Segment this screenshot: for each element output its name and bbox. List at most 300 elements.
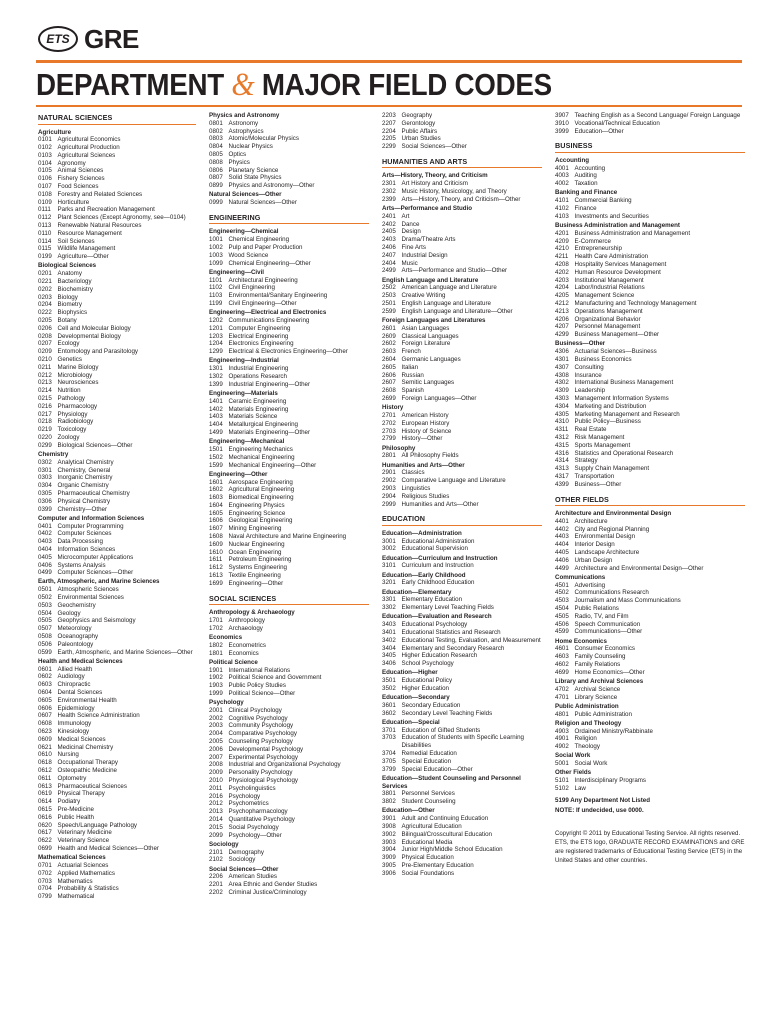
field-code: 1403 — [209, 413, 223, 421]
field-code: 4503 — [555, 597, 569, 605]
field-code-row — [555, 403, 745, 411]
field-code-row — [209, 348, 369, 356]
field-name: Management Science — [574, 292, 635, 300]
field-code-row — [38, 712, 196, 720]
subsection-heading: Business Administration and Management — [555, 222, 680, 230]
field-name: Mathematical — [57, 893, 95, 901]
field-code: 0699 — [38, 844, 52, 852]
field-code-row — [209, 572, 369, 580]
field-code: 0499 — [38, 569, 52, 577]
field-code-row — [38, 736, 196, 744]
field-name: Music History, Musicology, and Theory — [401, 188, 507, 196]
field-name: Allied Health — [57, 665, 93, 673]
field-code: 2203 — [382, 112, 396, 119]
field-name: Ocean Engineering — [228, 548, 282, 556]
field-code-row — [382, 435, 542, 443]
field-name: Community Psychology — [228, 722, 294, 730]
field-name: Operations Management — [574, 307, 643, 315]
subsection-heading: Earth, Atmospheric, and Marine Sciences — [38, 578, 160, 586]
field-code-row — [38, 459, 196, 467]
field-code: 1402 — [209, 405, 223, 413]
field-code: 1103 — [209, 292, 223, 300]
subsection-heading: Engineering—Other — [209, 470, 268, 478]
field-code-row — [209, 889, 369, 897]
field-code: 4313 — [555, 465, 569, 473]
field-code: 0209 — [38, 348, 52, 356]
field-code-row — [382, 387, 542, 395]
field-name: Environmental/Sanitary Engineering — [228, 292, 328, 300]
field-name: Veterinary Medicine — [57, 829, 112, 837]
subsection-heading: Banking and Finance — [555, 189, 618, 197]
field-code-row — [555, 230, 745, 238]
field-code: 4102 — [555, 205, 569, 213]
section-heading: ENGINEERING — [209, 212, 369, 225]
field-name: Health Science Administration — [57, 712, 140, 720]
field-name: American Studies — [228, 873, 277, 881]
field-name: Atomic/Molecular Physics — [228, 135, 299, 143]
field-code: 3906 — [382, 869, 396, 877]
field-code-row — [555, 128, 745, 136]
field-name: Humanities and Arts—Other — [401, 500, 479, 508]
field-name: Elementary Education — [401, 596, 463, 604]
field-name: Optometry — [57, 774, 87, 782]
field-code-row — [382, 325, 542, 333]
field-code-row — [382, 379, 542, 387]
subsection-heading: Education—Secondary — [382, 694, 450, 702]
field-name: Communications Research — [574, 589, 649, 597]
subsection-heading: Home Economics — [555, 637, 607, 645]
field-code-row — [382, 252, 542, 260]
field-code: 2901 — [382, 469, 396, 477]
field-code: 4204 — [555, 284, 569, 292]
field-code: 0220 — [38, 433, 52, 441]
field-code: 0999 — [209, 199, 223, 207]
field-code: 1399 — [209, 380, 223, 388]
field-code: 4210 — [555, 245, 569, 253]
field-name: Taxation — [574, 180, 598, 188]
field-name: Family Counseling — [574, 653, 626, 661]
subsection-heading: Agriculture — [38, 128, 72, 136]
page-title: DEPARTMENT & MAJOR FIELD CODES — [36, 67, 552, 103]
field-name: Public Relations — [574, 604, 619, 612]
field-code-row — [38, 301, 196, 309]
field-code-row — [38, 160, 196, 168]
field-code: 0115 — [38, 245, 52, 253]
field-code: 3799 — [382, 765, 396, 773]
subsection-heading: Education—Elementary — [382, 588, 452, 596]
field-name: Environmental Sciences — [57, 594, 124, 602]
field-code-row — [209, 277, 369, 285]
field-code-row — [555, 238, 745, 246]
field-code: 1604 — [209, 501, 223, 509]
field-code: 1902 — [209, 674, 223, 682]
field-code-row — [38, 751, 196, 759]
field-code-row — [382, 710, 542, 718]
field-name: Pharmaceutical Sciences — [57, 782, 127, 790]
field-code: 0215 — [38, 394, 52, 402]
field-code: 2099 — [209, 831, 223, 839]
field-code: 2299 — [382, 143, 396, 151]
field-name: Bilingual/Crosscultural Education — [401, 830, 492, 838]
field-code: 4304 — [555, 402, 569, 410]
field-code: 1001 — [209, 236, 223, 244]
field-code: 1003 — [209, 251, 223, 259]
field-name: Educational Psychology — [401, 621, 468, 629]
field-name: Quantitative Psychology — [228, 816, 295, 824]
field-code: 0599 — [38, 648, 52, 656]
subsection-heading: Anthropology & Archaeology — [209, 609, 295, 617]
field-code: 1601 — [209, 478, 223, 486]
field-name: Pathology — [57, 394, 86, 402]
field-name: Geological Engineering — [228, 517, 293, 525]
field-code: 4315 — [555, 441, 569, 449]
field-code-row — [555, 589, 745, 597]
field-code: 3705 — [382, 757, 396, 765]
field-code-row — [382, 267, 542, 275]
field-name: Systems Analysis — [57, 561, 106, 569]
field-name: Clinical Psychology — [228, 706, 282, 714]
field-name: Engineering Science — [228, 509, 286, 517]
field-name: Archaeology — [228, 624, 263, 632]
field-code-row — [555, 450, 745, 458]
field-code: 4702 — [555, 685, 569, 693]
field-name: Medicinal Chemistry — [57, 743, 114, 751]
field-code-row — [209, 182, 369, 190]
field-name: Fine Arts — [401, 244, 426, 252]
field-name: Chemical Engineering — [228, 236, 290, 244]
field-code-row — [209, 340, 369, 348]
field-code-row — [382, 870, 542, 878]
field-code: 4603 — [555, 653, 569, 661]
field-code-row — [555, 533, 745, 541]
field-code-row — [38, 333, 196, 341]
field-code-row — [209, 564, 369, 572]
field-code: 2005 — [209, 738, 223, 746]
field-code: 3001 — [382, 537, 396, 545]
field-name: Architecture and Environmental Design—Other — [574, 564, 704, 572]
field-code: 3502 — [382, 684, 396, 692]
field-code: 2015 — [209, 823, 223, 831]
subsection-heading: Philosophy — [382, 444, 416, 452]
field-code: 4306 — [555, 348, 569, 356]
field-code-row — [38, 144, 196, 152]
field-name: Leadership — [574, 387, 606, 395]
field-name: Immunology — [57, 720, 92, 728]
field-code-row — [555, 661, 745, 669]
field-code-row — [382, 477, 542, 485]
field-code: 4311 — [555, 426, 569, 434]
field-code: 4502 — [555, 589, 569, 597]
field-name: Business Management—Other — [574, 331, 660, 339]
field-code-row — [38, 136, 196, 144]
field-code-row — [555, 735, 745, 743]
field-name: Industrial and Organizational Psychology — [228, 761, 341, 769]
field-name: Systems Engineering — [228, 564, 287, 572]
field-code-row — [38, 317, 196, 325]
field-code-row — [38, 681, 196, 689]
field-code: 0507 — [38, 625, 52, 633]
field-code: 0606 — [38, 704, 52, 712]
field-name: Education of Gifted Students — [401, 726, 481, 734]
field-code: 2204 — [382, 127, 396, 135]
field-code: 3401 — [382, 628, 396, 636]
field-code: 2402 — [382, 220, 396, 228]
field-name: Econometrics — [228, 641, 266, 649]
field-code-row — [209, 746, 369, 754]
field-name: Veterinary Science — [57, 837, 110, 845]
field-code-row — [38, 482, 196, 490]
field-code-row — [209, 510, 369, 518]
field-name: Education of Students with Specific Learning Disabilities — [401, 734, 524, 750]
field-code: 4212 — [555, 300, 569, 308]
field-name: Mechanical Engineering — [228, 453, 295, 461]
field-code: 0206 — [38, 324, 52, 332]
field-name: Mechanical Engineering—Other — [228, 461, 317, 469]
subsection-heading: Architecture and Environmental Design — [555, 510, 672, 518]
field-code-row — [38, 885, 196, 893]
field-name: Italian — [401, 363, 419, 371]
field-code: 2902 — [382, 477, 396, 485]
field-code-row — [382, 798, 542, 806]
field-code: 0508 — [38, 633, 52, 641]
field-code: 2903 — [382, 484, 396, 492]
field-name: Microcomputer Applications — [57, 553, 134, 561]
field-code-row — [555, 549, 745, 557]
field-code-row — [209, 159, 369, 167]
field-code: 0611 — [38, 774, 52, 782]
field-code-row — [209, 479, 369, 487]
field-code-row — [38, 562, 196, 570]
field-code-row — [209, 873, 369, 881]
field-name: Astronomy — [228, 119, 259, 127]
field-name: Analytical Chemistry — [57, 458, 114, 466]
field-code: 3402 — [382, 636, 396, 644]
field-name: Law — [574, 784, 586, 792]
field-code-row — [382, 758, 542, 766]
field-name: Biomedical Engineering — [228, 494, 294, 502]
title-orange-rule — [36, 105, 742, 107]
column-4 — [555, 112, 745, 865]
field-code: 0216 — [38, 402, 52, 410]
field-code-row — [382, 180, 542, 188]
section-heading: EDUCATION — [382, 513, 542, 526]
subsection-heading: Business—Other — [555, 340, 606, 348]
field-code: 0303 — [38, 474, 52, 482]
field-code: 0102 — [38, 144, 52, 152]
field-code: 4801 — [555, 710, 569, 718]
field-name: Electronics Engineering — [228, 340, 294, 348]
field-name: Semitic Languages — [401, 379, 455, 387]
field-code: 2205 — [382, 135, 396, 143]
field-code: 4601 — [555, 645, 569, 653]
field-name: Business Administration and Management — [574, 229, 691, 237]
field-code-row — [382, 188, 542, 196]
field-code-row — [38, 340, 196, 348]
field-code-row — [38, 759, 196, 767]
field-name: Public Health — [57, 813, 94, 821]
field-code: 2501 — [382, 300, 396, 308]
field-name: Industrial Engineering — [228, 365, 289, 373]
field-code: 0104 — [38, 159, 52, 167]
field-name: Spanish — [401, 387, 424, 395]
field-name: Social Psychology — [228, 823, 279, 831]
field-name: Environmental Design — [574, 533, 636, 541]
field-code-row — [382, 128, 542, 136]
field-name: Materials Engineering — [228, 405, 289, 413]
field-code-row — [209, 738, 369, 746]
field-code-row — [382, 501, 542, 509]
field-code: 2607 — [382, 379, 396, 387]
field-name: Theology — [574, 743, 600, 751]
field-code-row — [382, 452, 542, 460]
field-name: Family Relations — [574, 660, 621, 668]
field-code-row — [38, 586, 196, 594]
field-code-row — [382, 815, 542, 823]
field-name: Agricultural Economics — [57, 136, 121, 144]
subsection-heading: Mathematical Sciences — [38, 854, 106, 862]
field-code: 3910 — [555, 119, 569, 127]
field-name: Physics — [228, 158, 250, 166]
field-code: 0207 — [38, 340, 52, 348]
copyright-notice: Copyright © 2011 by Educational Testing Service. All rights reserved. ETS, the ETS logo, GRADUATE RECORD EXAMINATIONS and GRE are registered trademarks of Educational Testing Service (ETS) in the United States and other countries. — [555, 829, 745, 864]
field-name: Manufacturing and Technology Management — [574, 300, 697, 308]
field-code-row — [38, 878, 196, 886]
field-code-row — [38, 191, 196, 199]
field-name: Arts—Performance and Studio—Other — [401, 267, 508, 275]
field-code-row — [555, 308, 745, 316]
field-code: 0304 — [38, 482, 52, 490]
field-name: Cognitive Psychology — [228, 714, 288, 722]
field-code: 0213 — [38, 379, 52, 387]
field-name: Archival Science — [574, 685, 621, 693]
field-code-row — [38, 720, 196, 728]
subsection-heading: Engineering—Electrical and Electronics — [209, 309, 327, 317]
field-code-row — [382, 750, 542, 758]
field-name: Occupational Therapy — [57, 759, 118, 767]
field-name: Renewable Natural Resources — [57, 222, 142, 230]
field-name: Applied Mathematics — [57, 869, 115, 877]
field-code-row — [38, 206, 196, 214]
field-name: Fishery Sciences — [57, 175, 105, 183]
field-name: Geography — [401, 112, 433, 119]
field-name: Religious Studies — [401, 492, 450, 500]
field-name: Resource Management — [57, 229, 122, 237]
field-code: 1603 — [209, 494, 223, 502]
field-code: 1202 — [209, 317, 223, 324]
field-code: 2399 — [382, 195, 396, 203]
field-code: 1204 — [209, 340, 223, 348]
field-code: 3406 — [382, 660, 396, 668]
field-code: 4701 — [555, 693, 569, 701]
field-code-row — [555, 457, 745, 465]
field-code-row — [209, 707, 369, 715]
field-code-row — [209, 429, 369, 437]
field-name: Neurosciences — [57, 379, 99, 387]
field-name: Botany — [57, 317, 77, 325]
field-code: 4602 — [555, 660, 569, 668]
field-code: 3902 — [382, 830, 396, 838]
field-name: Atmospheric Sciences — [57, 586, 119, 594]
field-code: 4002 — [555, 180, 569, 188]
field-code-row — [382, 846, 542, 854]
field-code-row — [555, 348, 745, 356]
field-name: Secondary Education — [401, 701, 461, 709]
field-code: 4405 — [555, 549, 569, 557]
field-code: 3901 — [382, 815, 396, 823]
field-code-row — [555, 197, 745, 205]
field-name: Strategy — [574, 457, 598, 465]
field-code: 2006 — [209, 745, 223, 753]
field-code-row — [555, 387, 745, 395]
subsection-heading: Religion and Theology — [555, 719, 622, 727]
field-code: 4901 — [555, 735, 569, 743]
field-code: 0608 — [38, 720, 52, 728]
ets-logo-mark: ETS — [38, 26, 78, 52]
field-name: Solid State Physics — [228, 174, 282, 182]
field-code-row — [382, 545, 542, 553]
field-code-row — [382, 538, 542, 546]
field-name: Civil Engineering — [228, 284, 275, 292]
field-name: Linguistics — [401, 484, 431, 492]
field-code: 4206 — [555, 315, 569, 323]
field-name: Social Work — [574, 760, 608, 768]
field-name: Nuclear Physics — [228, 143, 273, 151]
field-code: 3602 — [382, 709, 396, 717]
field-name: Organizational Behavior — [574, 315, 641, 323]
field-name: Urban Design — [574, 556, 613, 564]
field-code-row — [38, 348, 196, 356]
field-name: Natural Sciences—Other — [228, 199, 297, 207]
subsection-heading: History — [382, 404, 404, 412]
field-name: Anatomy — [57, 270, 82, 278]
field-code-row — [382, 340, 542, 348]
field-code: 1501 — [209, 445, 223, 453]
field-name: Information Sciences — [57, 545, 116, 553]
field-code-row — [555, 465, 745, 473]
field-code: 0302 — [38, 458, 52, 466]
field-name: Architectural Engineering — [228, 276, 298, 284]
field-name: Public Affairs — [401, 127, 438, 135]
field-code-row — [555, 364, 745, 372]
field-code-row — [382, 579, 542, 587]
field-code: 4103 — [555, 212, 569, 220]
field-code: 1701 — [209, 616, 223, 624]
field-code: 4303 — [555, 394, 569, 402]
field-code-row — [38, 602, 196, 610]
field-name: Supply Chain Management — [574, 465, 650, 473]
field-code-row — [382, 645, 542, 653]
field-name: Agriculture—Other — [57, 253, 109, 261]
field-code: 0505 — [38, 617, 52, 625]
field-name: Zoology — [57, 433, 80, 441]
field-code-row — [209, 856, 369, 864]
field-name: Business—Other — [574, 480, 622, 488]
field-name: Finance — [574, 205, 597, 213]
field-name: Management Information Systems — [574, 394, 669, 402]
field-code-row — [38, 411, 196, 419]
field-code-row — [38, 845, 196, 853]
field-code: 0702 — [38, 869, 52, 877]
field-code: 1903 — [209, 682, 223, 690]
field-name: Psychology—Other — [228, 831, 282, 839]
field-code-row — [555, 426, 745, 434]
subsection-heading: Engineering—Industrial — [209, 357, 279, 365]
field-code: 4501 — [555, 581, 569, 589]
field-code: 4406 — [555, 556, 569, 564]
subsection-heading: Physics and Astronomy — [209, 112, 280, 119]
field-code-row — [38, 214, 196, 222]
field-name: Early Childhood Education — [401, 579, 475, 587]
